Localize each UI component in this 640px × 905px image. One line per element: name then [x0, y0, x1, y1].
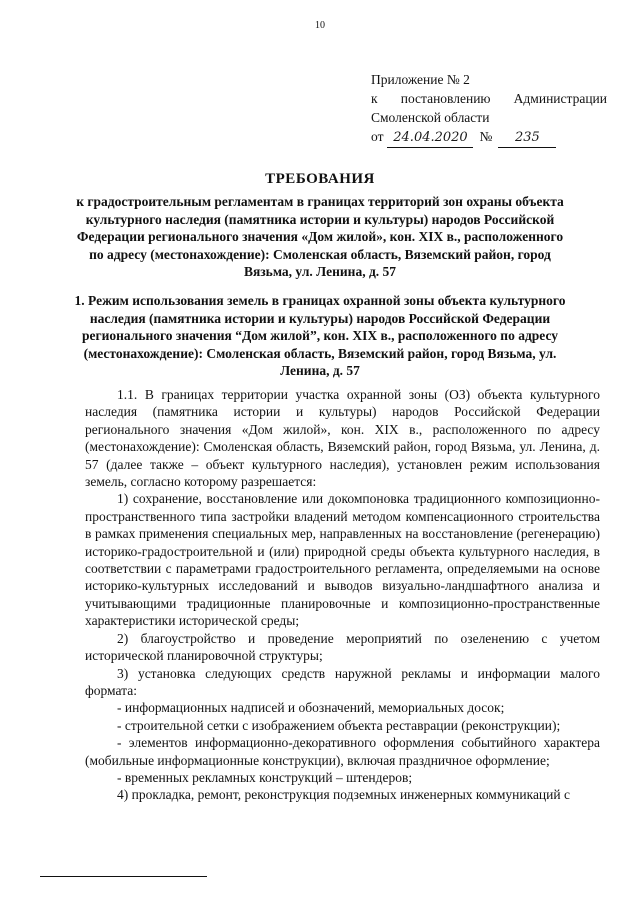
appendix-date-number-line: [371, 127, 607, 148]
appendix-block: [371, 70, 607, 148]
document-title: ТРЕБОВАНИЯ: [265, 171, 375, 187]
from-label: от: [371, 129, 384, 144]
handwritten-date: 24.04.2020: [387, 128, 473, 148]
handwritten-number: 235: [498, 128, 556, 148]
appendix-resolution-line: к постановлению Администрации: [371, 91, 607, 106]
page-number: 10: [315, 20, 325, 31]
item-2: 2) благоустройство и проведение мероприятий по озеленению с учетом исторической планировочной структуры;: [85, 630, 600, 664]
item-1: 1) сохранение, восстановление или докомпоновка традиционного композиционно-пространственного типа застройки владений методом компенсационного строительства в рамках применения специальных мер, направленных на восстановление (регенерацию) историко-градостроительной и (или) природной среды объекта культурного наследия, в соответствии с параметрами градостроительного регламента, определяемыми на основе историко-культурных исследований и выводов визуально-ландшафтного анализа и учитывающими традиционные планировочные и композиционно-пространственные характеристики исторической среды;: [85, 491, 600, 629]
subitem-construction-net: - строительной сетки с изображением объекта реставрации (реконструкции);: [117, 717, 561, 733]
subitem-decorative-elements: - элементов информационно-декоративного оформления событийного характера (мобильные информационные конструкции), включая праздничное оформление;: [85, 735, 600, 768]
paragraph-1-1: 1.1. В границах территории участка охранной зоны (ОЗ) объекта культурного наследия (памятника истории и культуры) народов Российской Федерации регионального значения «Дом жилой», кон. XIX в., расположенного по адресу (местонахождение): Смоленская область, Вяземский район, город Вязьма, ул. Ленина, д. 57 (далее также – объект культурного наследия), установлен режим использования земель, согласно которому разрешается:: [85, 387, 600, 490]
subitem-info-signs: - информационных надписей и обозначений, мемориальных досок;: [117, 700, 505, 716]
footnote-separator: [40, 876, 207, 877]
appendix-region-line: Смоленской области: [371, 110, 490, 125]
number-label: №: [479, 129, 493, 144]
document-subtitle: к градостроительным регламентам в границах территорий зон охраны объекта культурного наследия (памятника истории и культуры) народов Российской Федерации регионального значения «Дом жилой», кон. XIX в., расположенного по адресу (местонахождение): Смоленская область, Вяземский район, город Вязьма, ул. Ленина, д. 57: [76, 194, 564, 279]
appendix-title: Приложение № 2: [371, 72, 470, 87]
item-4: 4) прокладка, ремонт, реконструкция подземных инженерных коммуникаций с: [117, 787, 570, 803]
body-text: [85, 386, 600, 804]
subitem-temporary-ads: - временных рекламных конструкций – штендеров;: [117, 769, 413, 785]
item-3: 3) установка следующих средств наружной рекламы и информации малого формата:: [85, 665, 600, 698]
section-heading: 1. Режим использования земель в границах охранной зоны объекта культурного наследия (памятника истории и культуры) народов Российской Федерации регионального значения “Дом жилой”, кон. XIX в., расположенного по адресу (местонахождение): Смоленская область, Вяземский район, город Вязьма, ул. Ленина, д. 57: [74, 293, 566, 378]
